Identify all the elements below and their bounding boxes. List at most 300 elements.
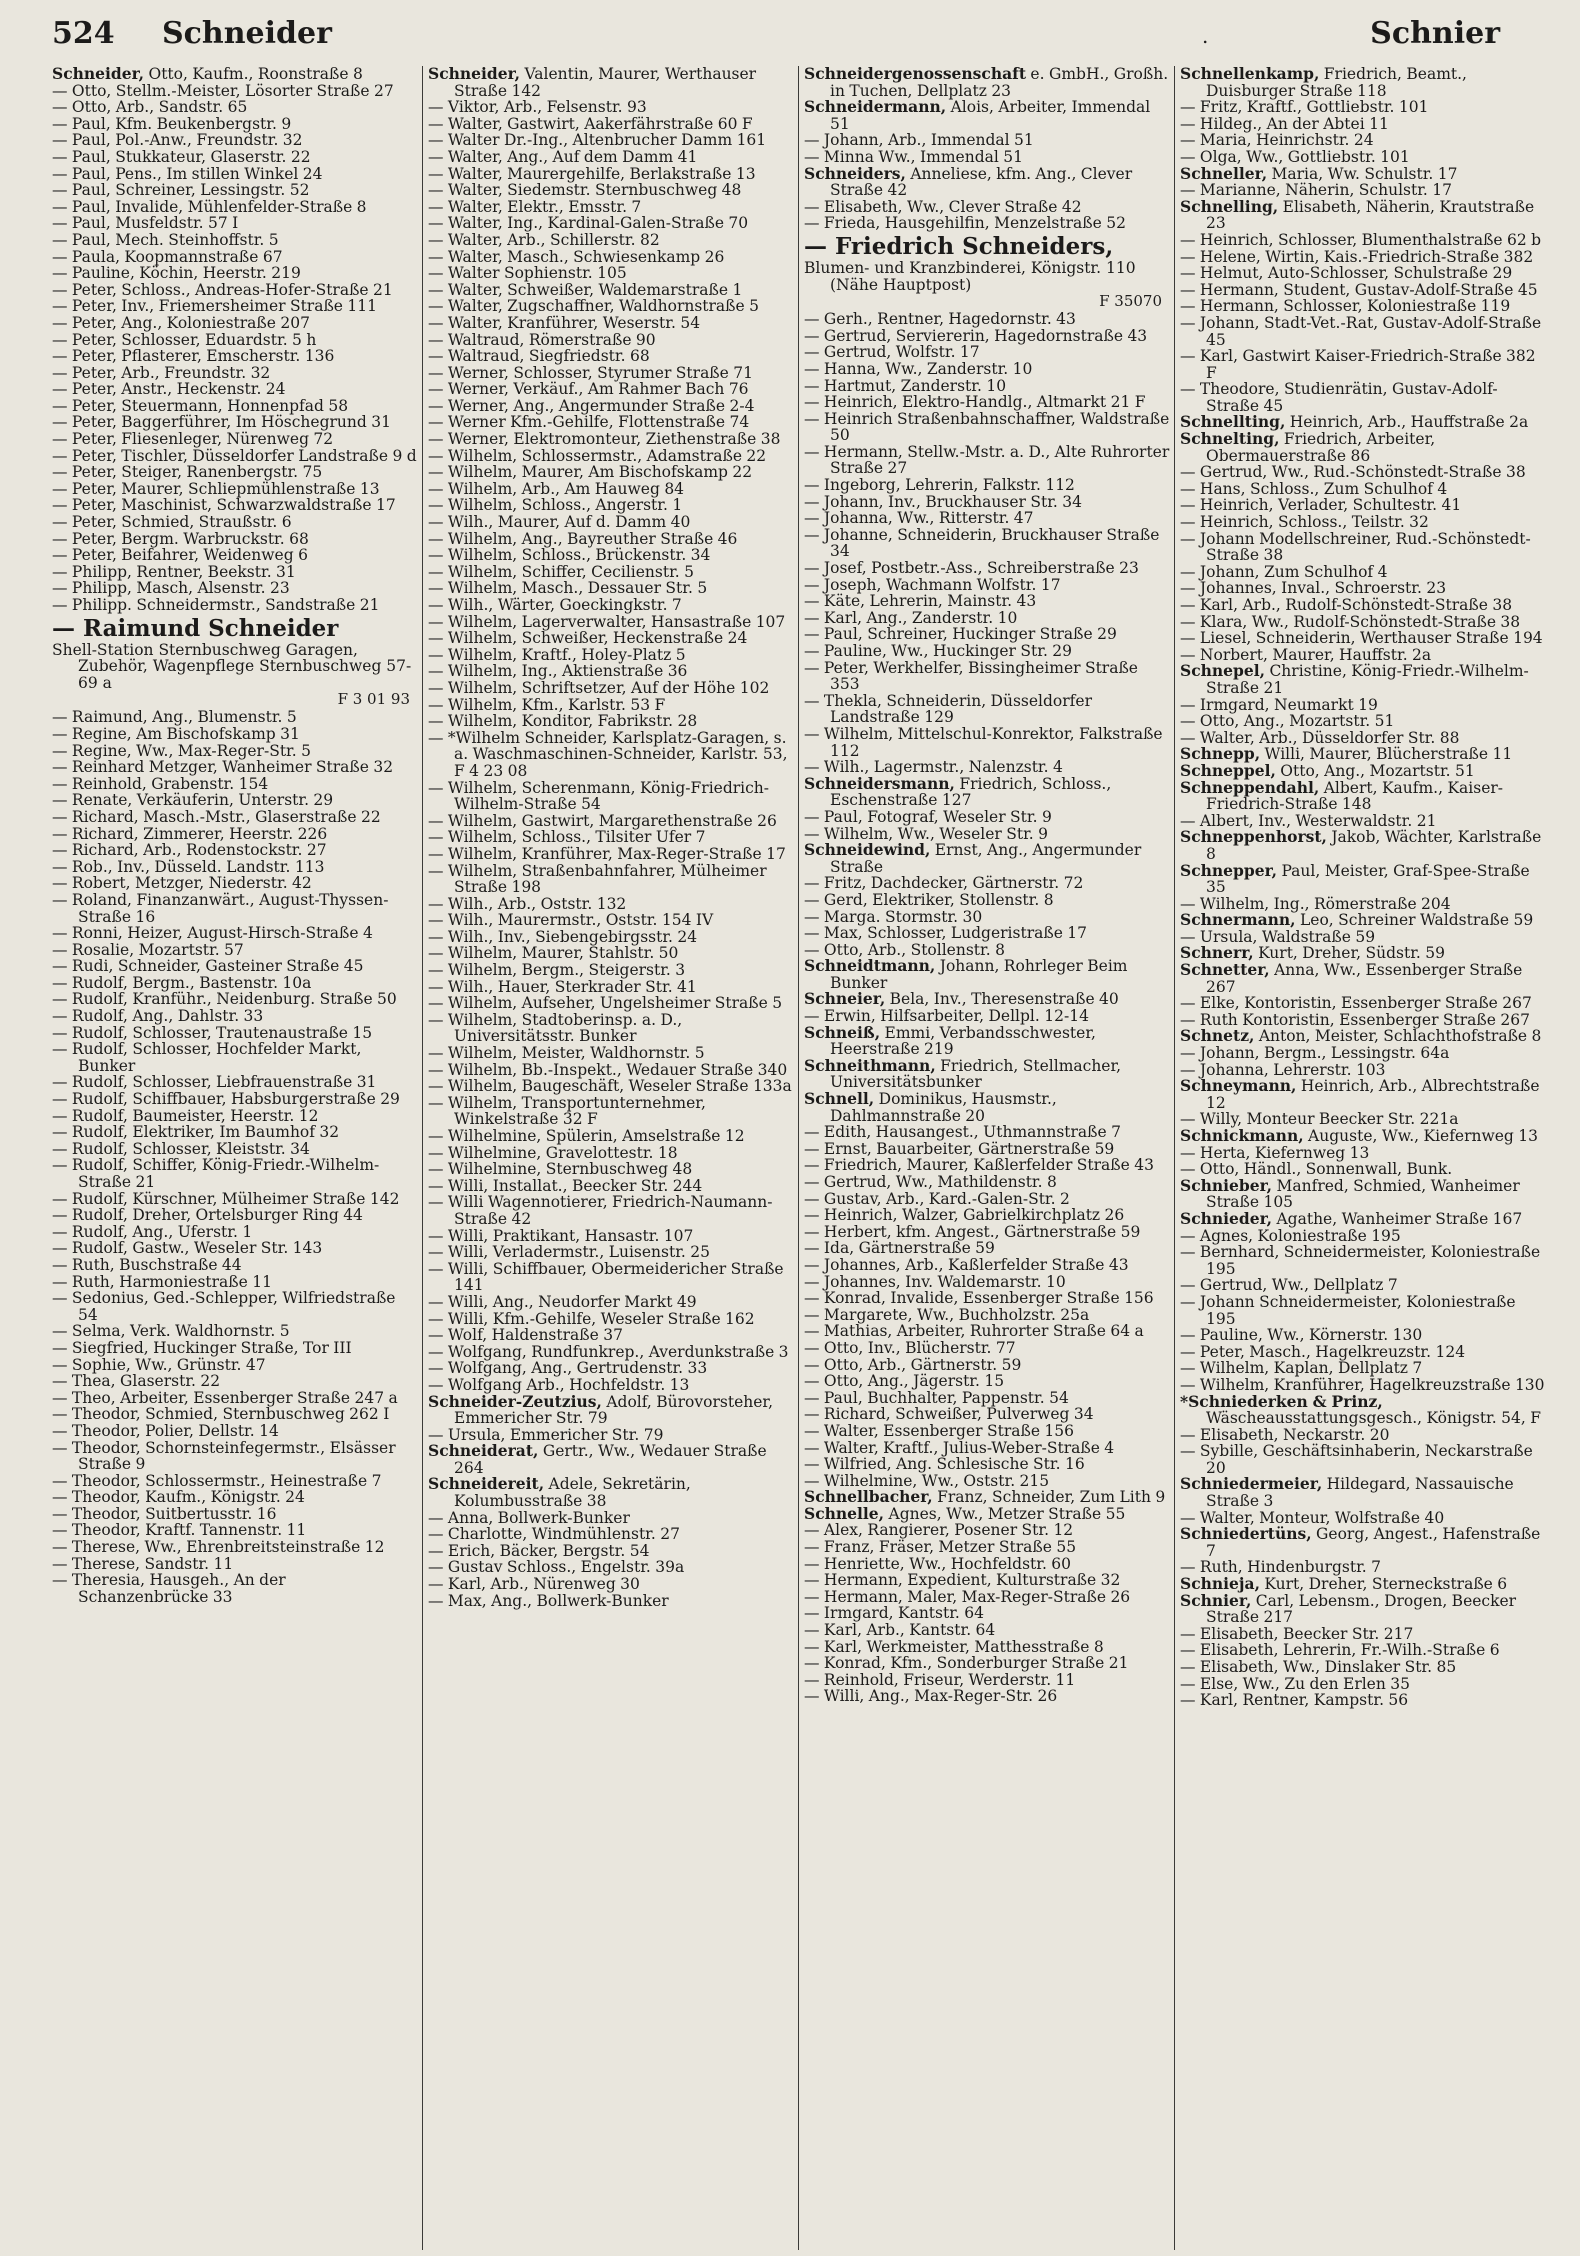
entry-text: — Marianne, Näherin, Schulstr. 17	[1180, 181, 1452, 200]
directory-entry	[1180, 564, 1546, 581]
directory-entry	[428, 448, 794, 465]
entry-text: — Wolfgang, Ang., Gertrudenstr. 33	[428, 1359, 708, 1378]
entry-text: — Heinrich, Walzer, Gabrielkirchplatz 26	[804, 1206, 1125, 1225]
directory-entry	[1180, 116, 1546, 133]
advert-entry	[52, 616, 418, 708]
directory-entry	[1180, 497, 1546, 514]
entry-text: — Viktor, Arb., Felsenstr. 93	[428, 98, 647, 117]
entry-text: — Johann, Bergm., Lessingstr. 64a	[1180, 1044, 1450, 1063]
directory-entry	[804, 328, 1170, 345]
directory-entry	[1180, 995, 1546, 1012]
entry-text: — Willi, Schiffbauer, Obermeidericher Straße 141	[428, 1259, 784, 1295]
entry-text: — Wilh., Maurer, Auf d. Damm 40	[428, 513, 691, 532]
directory-entry	[1180, 1427, 1546, 1444]
entry-text: — Wilhelm, Arb., Am Hauweg 84	[428, 479, 685, 498]
entry-text: — Paul, Musfeldstr. 57 I	[52, 214, 239, 233]
entry-text: — Fritz, Kraftf., Gottliebstr. 101	[1180, 98, 1429, 117]
directory-entry	[428, 680, 794, 697]
directory-entry	[428, 630, 794, 647]
entry-text: — Paul, Pol.-Anw., Freundstr. 32	[52, 131, 303, 150]
entry-text: — Peter, Maschinist, Schwarzwaldstraße 17	[52, 496, 396, 515]
directory-entry	[1180, 1294, 1546, 1327]
directory-entry	[52, 942, 418, 959]
directory-entry	[428, 298, 794, 315]
directory-entry	[52, 481, 418, 498]
directory-entry	[428, 398, 794, 415]
directory-entry	[804, 1290, 1170, 1307]
directory-entry	[428, 315, 794, 332]
directory-entry	[428, 464, 794, 481]
entry-text: — Rudolf, Ang., Dahlstr. 33	[52, 1007, 264, 1026]
directory-entry	[52, 1224, 418, 1241]
entry-text: Otto, Kaufm., Roonstraße 8	[144, 66, 363, 83]
surname-heading: Schnellenkamp,	[1180, 66, 1320, 83]
entry-text: — Wilhelm, Lagerverwalter, Hansastraße 107	[428, 612, 786, 631]
entry-text: — Reinhold, Friseur, Werderstr. 11	[804, 1670, 1076, 1689]
directory-entry	[1180, 481, 1546, 498]
entry-text: — Peter, Masch., Hagelkreuzstr. 124	[1180, 1342, 1466, 1361]
entry-text: — Wilhelm, Schiffer, Cecilienstr. 5	[428, 562, 694, 581]
directory-entry	[428, 1360, 794, 1377]
directory-entry	[804, 892, 1170, 909]
entry-text: — Josef, Postbetr.-Ass., Schreiberstraße 23	[804, 559, 1139, 578]
directory-entry	[52, 166, 418, 183]
entry-text: — Walter, Maurergehilfe, Berlakstraße 13	[428, 164, 756, 183]
entry-text: Kurt, Dreher, Sterneckstraße 6	[1259, 1575, 1508, 1594]
directory-entry	[804, 394, 1170, 411]
entry-text: — Renate, Verkäuferin, Unterstr. 29	[52, 791, 334, 810]
entry-text: Gertr., Ww., Wedauer Straße 264	[454, 1442, 767, 1477]
entry-text: — Wilhelmine, Ww., Oststr. 215	[804, 1471, 1050, 1490]
columns	[52, 66, 1552, 2250]
entry-text: — Friedrich, Maurer, Kaßlerfelder Straße 43	[804, 1156, 1154, 1175]
directory-entry	[804, 577, 1170, 594]
surname-heading: Schnepper,	[1180, 860, 1278, 880]
directory-entry	[52, 116, 418, 133]
advert-text: Shell-Station Sternbuschweg Garagen, Zubehör, Wagenpflege Sternbuschweg 57-69 a	[52, 640, 412, 692]
entry-text: — Willy, Monteur Beecker Str. 221a	[1180, 1110, 1459, 1129]
entry-text: — Paul, Buchhalter, Pappenstr. 54	[804, 1388, 1069, 1407]
directory-entry	[52, 580, 418, 597]
column-2	[428, 66, 794, 2250]
entry-text: — Paul, Schreiner, Huckinger Straße 29	[804, 625, 1117, 644]
directory-entry	[52, 1522, 418, 1539]
surname-entry	[804, 1091, 1170, 1124]
directory-entry	[52, 875, 418, 892]
entry-text: — Theodor, Kaufm., Königstr. 24	[52, 1488, 305, 1507]
directory-entry	[428, 282, 794, 299]
entry-text: — Wilhelm, Meister, Waldhornstr. 5	[428, 1044, 705, 1063]
directory-entry	[428, 1244, 794, 1261]
entry-text: — Erich, Bäcker, Bergstr. 54	[428, 1541, 650, 1560]
entry-text: Alois, Arbeiter, Immendal 51	[830, 98, 1151, 133]
directory-entry	[428, 265, 794, 282]
surname-entry	[1180, 860, 1546, 897]
directory-entry	[804, 726, 1170, 759]
entry-text: — Philipp, Rentner, Beekstr. 31	[52, 562, 296, 581]
entry-text: — Karl, Ang., Zanderstr. 10	[804, 608, 1018, 627]
entry-text: — Peter, Arb., Freundstr. 32	[52, 363, 271, 382]
entry-text: Leo, Schreiner Waldstraße 59	[1295, 911, 1534, 930]
directory-entry	[804, 1539, 1170, 1556]
directory-entry	[804, 1124, 1170, 1141]
entry-text: — Rudolf, Schiffbauer, Habsburgerstraße 29	[52, 1090, 400, 1109]
directory-entry	[804, 444, 1170, 477]
directory-entry	[804, 1224, 1170, 1241]
directory-entry	[52, 925, 418, 942]
directory-entry	[428, 780, 794, 813]
directory-entry	[428, 1294, 794, 1311]
entry-text: Heinrich, Arb., Albrechtstraße 12	[1206, 1077, 1540, 1112]
entry-text: — Otto, Arb., Sandstr. 65	[52, 98, 248, 117]
directory-entry	[52, 282, 418, 299]
entry-text: — Anna, Bollwerk-Bunker	[428, 1508, 630, 1527]
entry-text: — Wilh., Inv., Siebengebirgsstr. 24	[428, 927, 698, 946]
entry-text: — Richard, Zimmerer, Heerstr. 226	[52, 824, 328, 843]
entry-text: — Wilhelmine, Spülerin, Amselstraße 12	[428, 1127, 745, 1145]
entry-text: — Johann Modellschreiner, Rud.-Schönstedt-Straße 38	[1180, 529, 1531, 565]
directory-entry	[428, 580, 794, 597]
entry-text: — Wilhelm, Ang., Bayreuther Straße 46	[428, 529, 738, 548]
surname-entry	[1180, 163, 1546, 183]
entry-text: — Rudolf, Ang., Uferstr. 1	[52, 1222, 253, 1241]
entry-text: — Theodor, Schmied, Sternbuschweg 262 I	[52, 1405, 390, 1424]
directory-entry	[428, 1095, 794, 1128]
entry-text: — *Wilhelm Schneider, Karlsplatz-Garagen, s. a. Waschmaschinen-Schneider, Karlstr. 53, F 4 23 08	[428, 728, 788, 780]
entry-text: — Peter, Schloss., Andreas-Hofer-Straße 21	[52, 280, 393, 299]
directory-entry	[52, 1074, 418, 1091]
directory-entry	[1180, 1045, 1546, 1062]
entry-text: — Walter, Kranführer, Weserstr. 54	[428, 313, 701, 332]
advert-phone: F 3 01 93	[337, 690, 410, 709]
entry-text: — Wilhelm, Kranführer, Max-Reger-Straße 17	[428, 844, 786, 863]
entry-text: — Ruth, Buschstraße 44	[52, 1255, 242, 1274]
directory-entry	[52, 1124, 418, 1141]
surname-heading: Schnelling,	[1180, 196, 1279, 216]
directory-entry	[52, 859, 418, 876]
surname-heading: Schneidergenossenschaft	[804, 66, 1026, 83]
entry-text: — Richard, Arb., Rodenstockstr. 27	[52, 841, 327, 860]
surname-entry	[1180, 431, 1546, 464]
surname-heading: Schnier,	[1180, 1590, 1252, 1610]
entry-text: — Peter, Baggerführer, Im Höschegrund 31	[52, 413, 391, 432]
surname-entry	[1180, 912, 1546, 929]
directory-entry	[52, 991, 418, 1008]
directory-entry	[52, 332, 418, 349]
directory-entry	[804, 809, 1170, 826]
directory-entry	[804, 875, 1170, 892]
surname-entry	[804, 773, 1170, 810]
entry-text: — Pauline, Ww., Körnerstr. 130	[1180, 1326, 1423, 1345]
surname-heading: Schneppel,	[1180, 760, 1276, 780]
entry-text: — Willi, Kfm.-Gehilfe, Weseler Straße 162	[428, 1309, 755, 1328]
entry-text: — Hildeg., An der Abtei 11	[1180, 114, 1389, 133]
directory-entry	[804, 1572, 1170, 1589]
directory-entry	[52, 1323, 418, 1340]
entry-text: — Otto, Ang., Jägerstr. 15	[804, 1372, 1005, 1391]
entry-text: — Gustav, Arb., Kard.-Galen-Str. 2	[804, 1189, 1070, 1208]
entry-text: — Rudolf, Kranführ., Neidenburg. Straße 50	[52, 990, 397, 1009]
directory-entry	[804, 1373, 1170, 1390]
directory-entry	[428, 199, 794, 216]
entry-text: — Herbert, kfm. Angest., Gärtnerstraße 59	[804, 1222, 1141, 1241]
entry-text: — Peter, Maurer, Schliepmühlenstraße 13	[52, 479, 380, 498]
entry-text: — Wilh., Wärter, Goeckingkstr. 7	[428, 596, 682, 614]
entry-text: — Otto, Stellm.-Meister, Lösorter Straße 27	[52, 81, 394, 100]
entry-text: — Walter, Zugschaffner, Waldhornstraße 5	[428, 297, 759, 316]
entry-text: — Joseph, Wachmann Wolfstr. 17	[804, 575, 1061, 594]
directory-entry	[804, 1174, 1170, 1191]
directory-entry	[52, 531, 418, 548]
directory-entry	[428, 912, 794, 929]
entry-text: Carl, Lebensm., Drogen, Beecker Straße 217	[1206, 1591, 1517, 1627]
directory-entry	[52, 1025, 418, 1042]
entry-text: — Elisabeth, Beecker Str. 217	[1180, 1624, 1414, 1643]
directory-entry	[428, 597, 794, 614]
entry-text: Hildegard, Nassauische Straße 3	[1206, 1475, 1514, 1511]
surname-heading: Schnieber,	[1180, 1175, 1273, 1195]
surname-entry	[804, 991, 1170, 1008]
entry-text: Franz, Schneider, Zum Lith 9	[932, 1488, 1166, 1507]
entry-text: — Gertrud, Ww., Dellplatz 7	[1180, 1276, 1398, 1295]
entry-text: — Wilfried, Ang. Schlesische Str. 16	[804, 1455, 1085, 1474]
entry-text: Paul, Meister, Graf-Spee-Straße 35	[1206, 861, 1530, 897]
directory-entry	[804, 1257, 1170, 1274]
entry-text: — Theodor, Schornsteinfegermstr., Elsässer Straße 9	[52, 1438, 396, 1474]
entry-text: — Pauline, Ww., Huckinger Str. 29	[804, 642, 1073, 660]
entry-text: — Rudolf, Schlosser, Hochfelder Markt, Bunker	[52, 1040, 362, 1075]
entry-text: — Johannes, Arb., Kaßlerfelder Straße 43	[804, 1255, 1129, 1274]
directory-entry	[804, 132, 1170, 149]
entry-text: — Wolf, Haldenstraße 37	[428, 1326, 623, 1345]
entry-text: — Konrad, Kfm., Sonderburger Straße 21	[804, 1654, 1129, 1673]
directory-entry	[52, 1572, 418, 1605]
entry-text: — Wilhelm, Straßenbahnfahrer, Mülheimer Straße 198	[428, 861, 767, 897]
directory-entry	[428, 1045, 794, 1062]
entry-text: — Otto, Arb., Stollenstr. 8	[804, 940, 1005, 959]
entry-text: — Rudolf, Schlosser, Kleiststr. 34	[52, 1139, 310, 1158]
directory-entry	[428, 1261, 794, 1294]
column-4	[1180, 66, 1546, 2250]
surname-heading: Schnepel,	[1180, 661, 1266, 681]
directory-entry	[52, 83, 418, 100]
entry-text: — Henriette, Ww., Hochfeldstr. 60	[804, 1554, 1072, 1573]
surname-entry	[1180, 196, 1546, 233]
directory-entry	[428, 979, 794, 996]
directory-entry	[52, 398, 418, 415]
directory-entry	[428, 896, 794, 913]
directory-entry	[428, 697, 794, 714]
directory-entry	[428, 1576, 794, 1593]
directory-entry	[52, 809, 418, 826]
entry-text: — Wilhelm, Schloss., Brückenstr. 34	[428, 546, 711, 565]
directory-entry	[804, 1605, 1170, 1622]
entry-text: — Roland, Finanzanwärt., August-Thyssen-Straße 16	[52, 890, 389, 926]
entry-text: — Selma, Verk. Waldhornstr. 5	[52, 1322, 290, 1341]
entry-text: — Siegfried, Huckinger Straße, Tor III	[52, 1338, 352, 1357]
entry-text: — Max, Ang., Bollwerk-Bunker	[428, 1591, 669, 1610]
entry-text: — Wolfgang Arb., Hochfeldstr. 13	[428, 1375, 690, 1394]
directory-entry	[804, 1672, 1170, 1689]
surname-entry	[1180, 1526, 1546, 1559]
directory-entry	[52, 431, 418, 448]
entry-text: — Paul, Mech. Steinhoffstr. 5	[52, 230, 279, 249]
directory-entry	[52, 1191, 418, 1208]
surname-entry	[1180, 1078, 1546, 1111]
directory-entry	[428, 1543, 794, 1560]
entry-text: — Hanna, Ww., Zanderstr. 10	[804, 359, 1033, 378]
surname-heading: *Schniederken & Prinz,	[1180, 1391, 1383, 1411]
directory-entry	[804, 1688, 1170, 1705]
directory-entry	[52, 1489, 418, 1506]
entry-text: Maria, Ww. Schulstr. 17	[1267, 164, 1458, 183]
directory-entry	[1180, 697, 1546, 714]
entry-text: Manfred, Schmied, Wanheimer Straße 105	[1206, 1176, 1520, 1212]
entry-text: — Richard, Masch.-Mstr., Glaserstraße 22	[52, 807, 381, 826]
directory-entry	[428, 713, 794, 730]
entry-text: — Gerd, Elektriker, Stollenstr. 8	[804, 890, 1054, 909]
directory-entry	[428, 564, 794, 581]
directory-entry	[52, 1207, 418, 1224]
entry-text: — Willi, Ang., Neudorfer Markt 49	[428, 1292, 697, 1311]
entry-text: — Walter, Kraftf., Julius-Weber-Straße 4	[804, 1438, 1115, 1457]
entry-text: — Ernst, Bauarbeiter, Gärtnerstraße 59	[804, 1139, 1115, 1158]
directory-entry	[52, 564, 418, 581]
entry-text: — Regine, Ww., Max-Reger-Str. 5	[52, 741, 311, 760]
directory-entry	[428, 829, 794, 846]
directory-entry	[1180, 1244, 1546, 1277]
directory-entry	[804, 1622, 1170, 1639]
directory-entry	[804, 1440, 1170, 1457]
page-header	[26, 14, 1554, 56]
surname-heading: Schnickmann,	[1180, 1126, 1304, 1145]
directory-entry	[804, 494, 1170, 511]
entry-text: — Walter, Ang., Auf dem Damm 41	[428, 147, 698, 166]
entry-text: — Konrad, Invalide, Essenberger Straße 156	[804, 1289, 1154, 1308]
entry-text: — Rudolf, Gastw., Weseler Str. 143	[52, 1239, 323, 1258]
entry-text: Friedrich, Stellmacher, Universitätsbunker	[830, 1056, 1122, 1092]
entry-text: — Hartmut, Zanderstr. 10	[804, 376, 1007, 395]
directory-entry	[428, 116, 794, 133]
surname-heading: Schneiders,	[804, 163, 906, 183]
directory-entry	[1180, 1676, 1546, 1693]
surname-entry	[1180, 1128, 1546, 1145]
directory-entry	[428, 1012, 794, 1045]
entry-text: — Marga. Stormstr. 30	[804, 907, 983, 926]
entry-text: — Johann, Inv., Bruckhauser Str. 34	[804, 492, 1082, 511]
running-head-right: Schnier	[1370, 16, 1500, 51]
entry-text: — Peter, Steuermann, Honnenpfad 58	[52, 396, 349, 415]
directory-entry	[804, 1274, 1170, 1291]
entry-text: — Rudolf, Schlosser, Liebfrauenstraße 31	[52, 1073, 377, 1092]
entry-text: — Sedonius, Ged.-Schlepper, Wilfriedstraße 54	[52, 1289, 396, 1324]
directory-entry	[804, 1522, 1170, 1539]
entry-text: — Ruth, Harmoniestraße 11	[52, 1272, 272, 1291]
entry-text: — Gertrud, Ww., Rud.-Schönstedt-Straße 38	[1180, 463, 1526, 482]
entry-text: — Theodor, Kraftf. Tannenstr. 11	[52, 1521, 307, 1540]
directory-entry	[804, 1207, 1170, 1224]
directory-entry	[1180, 249, 1546, 266]
directory-entry	[428, 531, 794, 548]
entry-text: — Reinhold, Grabenstr. 154	[52, 774, 269, 793]
directory-entry	[428, 846, 794, 863]
entry-text: — Albert, Inv., Westerwaldstr. 21	[1180, 811, 1437, 830]
directory-entry	[428, 1161, 794, 1178]
entry-text: — Wilhelm, Schloss., Angerstr. 1	[428, 496, 683, 515]
entry-text: — Minna Ww., Immendal 51	[804, 147, 1023, 166]
entry-text: — Norbert, Maurer, Hauffstr. 2a	[1180, 645, 1432, 664]
column-rule	[798, 66, 799, 2250]
entry-text: — Agnes, Koloniestraße 195	[1180, 1226, 1401, 1245]
entry-text: — Wilhelm, Transportunternehmer, Winkelstraße 32 F	[428, 1093, 706, 1129]
directory-entry	[428, 414, 794, 431]
entry-text: — Walter, Masch., Schwiesenkamp 26	[428, 247, 725, 266]
directory-entry	[52, 1390, 418, 1407]
directory-entry	[428, 995, 794, 1012]
directory-entry	[1180, 1626, 1546, 1643]
entry-text: — Willi Wagennotierer, Friedrich-Naumann-Straße 42	[428, 1193, 773, 1228]
entry-text: — Else, Ww., Zu den Erlen 35	[1180, 1674, 1410, 1693]
directory-entry	[428, 514, 794, 531]
entry-text: — Elisabeth, Lehrerin, Fr.-Wilh.-Straße 6	[1180, 1641, 1500, 1660]
entry-text: — Johanna, Ww., Ritterstr. 47	[804, 509, 1034, 528]
directory-entry	[428, 249, 794, 266]
entry-text: — Wilhelm, Ing., Aktienstraße 36	[428, 662, 688, 681]
directory-entry	[1180, 265, 1546, 282]
directory-entry	[428, 1344, 794, 1361]
directory-entry	[52, 1108, 418, 1125]
directory-entry	[804, 1141, 1170, 1158]
surname-heading: Schniedertüns,	[1180, 1524, 1312, 1544]
directory-entry	[52, 842, 418, 859]
entry-text: Bela, Inv., Theresenstraße 40	[885, 990, 1119, 1009]
directory-entry	[52, 1274, 418, 1291]
directory-entry	[428, 1194, 794, 1227]
surname-entry	[1180, 1590, 1546, 1627]
directory-entry	[52, 315, 418, 332]
entry-text: Friedrich, Arbeiter, Obermauerstraße 86	[1206, 430, 1436, 465]
entry-text: — Ursula, Emmericher Str. 79	[428, 1425, 664, 1444]
entry-text: — Wolfgang, Rundfunkrep., Averdunkstraße 3	[428, 1342, 789, 1361]
entry-text: — Johannes, Inval., Schroerstr. 23	[1180, 579, 1447, 598]
entry-text: — Wilhelm, Konditor, Fabrikstr. 28	[428, 712, 698, 731]
entry-text: — Paul, Pens., Im stillen Winkel 24	[52, 164, 323, 183]
entry-text: — Peter, Schlosser, Eduardstr. 5 h	[52, 330, 317, 349]
directory-entry	[428, 182, 794, 199]
entry-text: — Paul, Stukkateur, Glaserstr. 22	[52, 147, 311, 166]
directory-entry	[52, 1423, 418, 1440]
entry-text: — Werner, Ang., Angermunder Straße 2-4	[428, 396, 755, 415]
directory-entry	[1180, 713, 1546, 730]
entry-text: — Paul, Invalide, Mühlenfelder-Straße 8	[52, 197, 367, 216]
surname-entry	[804, 99, 1170, 132]
surname-heading: Schnieja,	[1180, 1574, 1260, 1594]
entry-text: — Theodore, Studienrätin, Gustav-Adolf-Straße 45	[1180, 380, 1498, 415]
directory-entry	[52, 1240, 418, 1257]
directory-entry	[804, 1406, 1170, 1423]
entry-text: Friedrich, Beamt., Duisburger Straße 118	[1206, 66, 1467, 100]
surname-entry	[804, 163, 1170, 200]
directory-entry	[804, 1655, 1170, 1672]
directory-entry	[52, 199, 418, 216]
surname-entry	[1180, 829, 1546, 862]
surname-heading: Schnell,	[804, 1089, 875, 1109]
entry-text: — Karl, Werkmeister, Matthesstraße 8	[804, 1637, 1104, 1656]
entry-text: — Ruth Kontoristin, Essenberger Straße 267	[1180, 1010, 1530, 1029]
surname-heading: Schneier,	[804, 989, 886, 1009]
entry-text: — Käte, Lehrerin, Mainstr. 43	[804, 592, 1037, 611]
entry-text: — Otto, Ang., Mozartstr. 51	[1180, 712, 1395, 731]
